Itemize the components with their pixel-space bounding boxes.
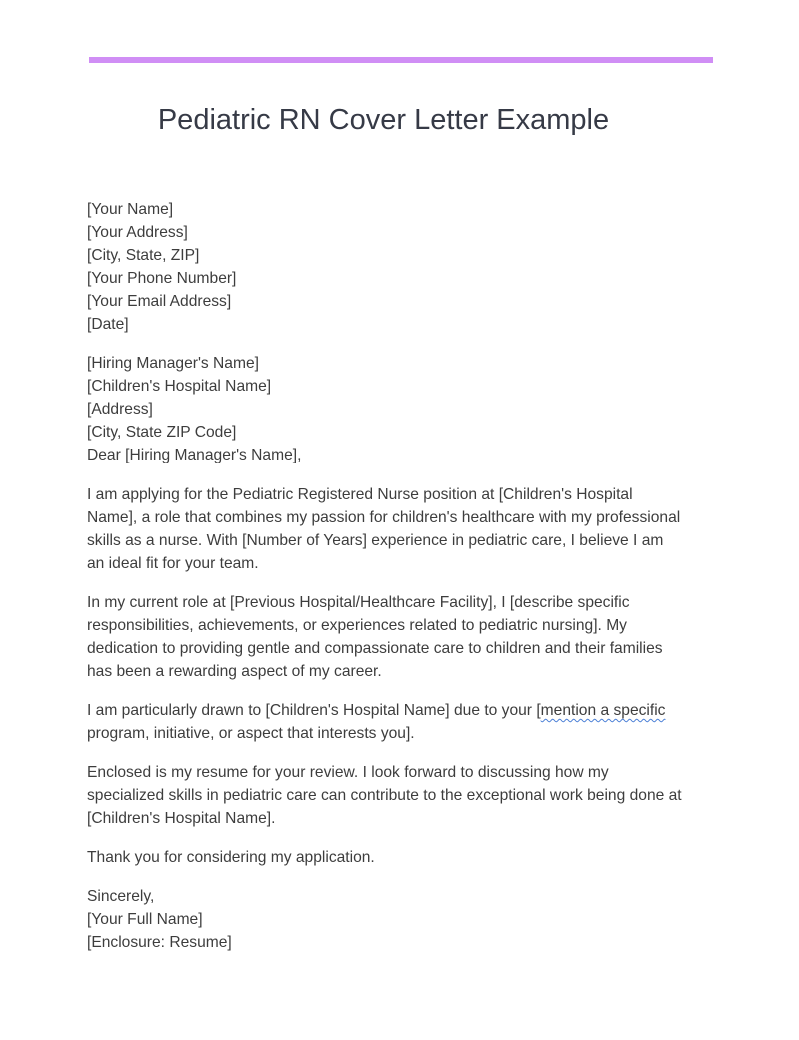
letter-date: [Date] [87,316,129,333]
sender-phone: [Your Phone Number] [87,270,237,287]
accent-bar [89,57,713,63]
recipient-address: [Address] [87,401,153,418]
sender-address-block [87,198,687,336]
paragraph-interest-end: program, initiative, or aspect that interests you]. [87,725,415,742]
signature-name: [Your Full Name] [87,911,203,928]
sign-off: Sincerely, [87,888,155,905]
recipient-city-state-zip: [City, State ZIP Code] [87,424,237,441]
sender-address: [Your Address] [87,224,188,241]
paragraph-enclosure: Enclosed is my resume for your review. I look forward to discussing how my specialized skills in pediatric care can contribute to the exceptional work being done at [Children's Hospital Name]. [87,764,682,827]
letter-body [87,198,687,954]
recipient-hospital: [Children's Hospital Name] [87,378,272,395]
paragraph-interest-start: I am particularly drawn to [Children's Hospital Name] due to your [ [87,702,541,719]
salutation: Dear [Hiring Manager's Name], [87,447,302,463]
sender-city-state-zip: [City, State, ZIP] [87,247,200,264]
spellcheck-flagged-text[interactable]: mention a specific [540,702,666,719]
enclosure-note: [Enclosure: Resume] [87,934,232,951]
paragraph-thanks: Thank you for considering my application. [87,849,375,866]
paragraph-intro: I am applying for the Pediatric Registered Nurse position at [Children's Hospital Name], a role that combines my passion for children's healthcare with my professional skills as a nurse. With [Number of Years] experience in pediatric care, I believe I am an ideal fit for your team. [87,486,681,572]
sender-email: [Your Email Address] [87,293,232,310]
recipient-address-block [87,352,687,444]
recipient-name: [Hiring Manager's Name] [87,355,259,372]
page-title: Pediatric RN Cover Letter Example [157,104,610,136]
paragraph-interest [87,699,685,745]
closing-block [87,885,687,954]
salutation-container [87,444,687,463]
sender-name: [Your Name] [87,201,174,218]
paragraph-experience: In my current role at [Previous Hospital/Healthcare Facility], I [describe specific responsibilities, achievements, or experiences related to pediatric nursing]. My dedication to providing gentle and compassionate care to children and their families has been a rewarding aspect of my career. [87,594,663,680]
